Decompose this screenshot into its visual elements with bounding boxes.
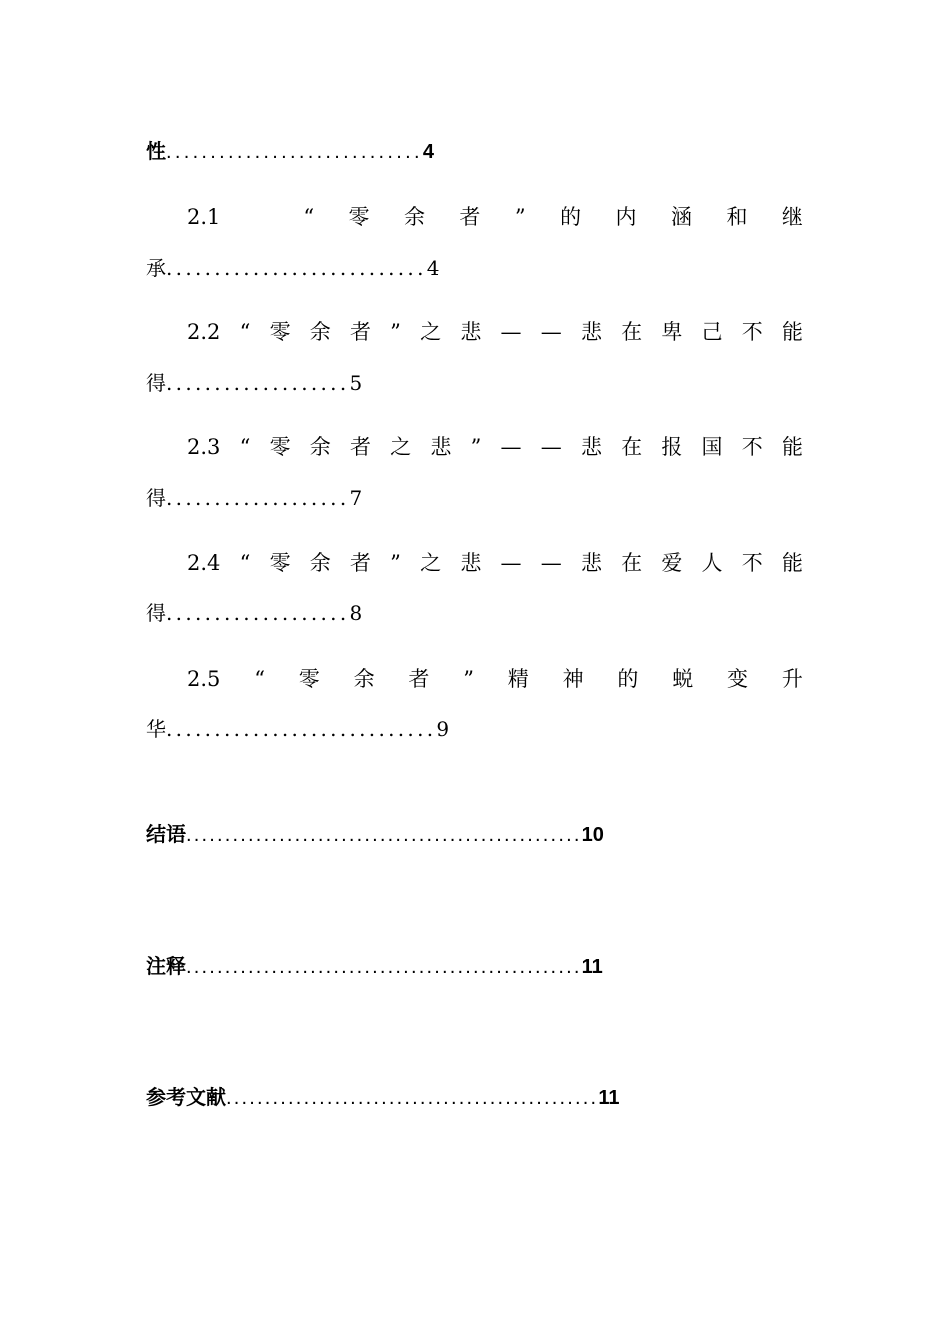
toc-char: 零 [269, 435, 291, 459]
toc-page-number: 4 [422, 141, 434, 163]
toc-line-continuation [146, 140, 434, 164]
toc-entry-2-1-tail [146, 256, 440, 280]
toc-char: “ [254, 667, 265, 691]
toc-char: 人 [701, 551, 723, 575]
toc-char: 爱 [661, 551, 683, 575]
toc-line-tail: 得 [146, 486, 166, 510]
toc-char: 在 [621, 551, 643, 575]
toc-char: 国 [701, 435, 723, 459]
toc-char: 余 [309, 435, 331, 459]
toc-page-number: 4 [426, 256, 440, 280]
toc-char: 余 [309, 320, 331, 344]
toc-char: 己 [701, 320, 723, 344]
toc-line-tail: 承 [146, 256, 166, 280]
toc-char: 之 [420, 320, 442, 344]
toc-char: — [540, 320, 562, 344]
toc-char: 悲 [580, 435, 602, 459]
toc-entry-number: 2.4 [187, 551, 221, 575]
toc-line-tail: 得 [146, 601, 166, 625]
toc-page-number: 8 [349, 601, 363, 625]
toc-char: “ [239, 320, 251, 344]
toc-leader: ................................................ [226, 1087, 599, 1109]
toc-leader: ........................... [166, 256, 427, 280]
toc-char: “ [239, 551, 251, 575]
toc-char: 变 [727, 667, 749, 691]
toc-entry-2-2 [187, 320, 803, 344]
toc-page-number: 9 [436, 717, 450, 741]
toc-char: 悲 [430, 435, 452, 459]
toc-char: 继 [781, 205, 803, 229]
toc-char: ” [463, 667, 474, 691]
toc-section-conclusion [146, 823, 604, 847]
toc-char: 不 [741, 320, 763, 344]
toc-char: 悲 [580, 551, 602, 575]
toc-line-tail: 华 [146, 717, 166, 741]
toc-char: 悲 [460, 551, 482, 575]
toc-char: 者 [408, 667, 430, 691]
toc-char: 的 [617, 667, 639, 691]
toc-char: “ [239, 435, 251, 459]
toc-char: — [500, 551, 522, 575]
toc-char: 之 [390, 435, 412, 459]
toc-page-number: 11 [581, 956, 603, 978]
toc-char: 能 [781, 320, 803, 344]
toc-char: 余 [309, 551, 331, 575]
toc-section-title: 注释 [146, 956, 186, 978]
toc-char: 不 [741, 551, 763, 575]
toc-section-title: 参考文献 [146, 1087, 226, 1109]
toc-entry-number: 2.2 [187, 320, 221, 344]
toc-char: 零 [348, 205, 370, 229]
toc-char: 悲 [580, 320, 602, 344]
toc-char: 不 [741, 435, 763, 459]
toc-leader: ............................ [166, 717, 437, 741]
toc-section-references [146, 1086, 619, 1110]
toc-entry-2-4-tail [146, 601, 362, 625]
toc-char: 神 [562, 667, 584, 691]
toc-char: ” [390, 551, 401, 575]
toc-char: 报 [661, 435, 683, 459]
toc-entry-number: 2.3 [187, 435, 221, 459]
toc-entry-number: 2.1 [187, 205, 221, 229]
toc-char: 升 [781, 667, 803, 691]
toc-page-number: 7 [349, 486, 363, 510]
toc-page-number: 10 [581, 824, 604, 846]
toc-char: 零 [269, 551, 291, 575]
toc-char: 之 [420, 551, 442, 575]
toc-char: — [500, 435, 522, 459]
toc-char: 在 [621, 320, 643, 344]
toc-char: 和 [726, 205, 748, 229]
toc-section-notes [146, 955, 603, 979]
toc-char: 卑 [661, 320, 683, 344]
toc-leader: ............................. [166, 141, 423, 163]
toc-char: 能 [781, 435, 803, 459]
toc-section-title: 结语 [146, 824, 186, 846]
toc-entry-2-1 [187, 205, 803, 229]
toc-char: 能 [781, 551, 803, 575]
toc-char: 在 [621, 435, 643, 459]
toc-char: 精 [507, 667, 529, 691]
toc-entry-2-5 [187, 667, 803, 691]
toc-char: 者 [459, 205, 481, 229]
toc-page-number: 5 [349, 371, 363, 395]
toc-char: 者 [349, 551, 371, 575]
toc-entry-2-4 [187, 551, 803, 575]
toc-char: 悲 [460, 320, 482, 344]
toc-char: 零 [298, 667, 320, 691]
toc-char: 零 [269, 320, 291, 344]
toc-char: 涵 [670, 205, 692, 229]
toc-leader: ................... [166, 486, 350, 510]
toc-char: — [540, 435, 562, 459]
toc-line-tail: 性 [146, 141, 166, 163]
toc-char: ” [390, 320, 401, 344]
toc-char: 余 [403, 205, 425, 229]
toc-char: 的 [560, 205, 582, 229]
toc-char: 余 [353, 667, 375, 691]
toc-entry-2-5-tail [146, 717, 449, 741]
toc-leader: ................................................... [186, 956, 582, 978]
toc-char: 者 [349, 320, 371, 344]
toc-entry-2-2-tail [146, 371, 362, 395]
toc-char: — [500, 320, 522, 344]
toc-entry-number: 2.5 [187, 667, 221, 691]
toc-char: ” [514, 205, 526, 229]
toc-char: 内 [615, 205, 637, 229]
toc-page-number: 11 [598, 1087, 620, 1109]
toc-char: 者 [349, 435, 371, 459]
toc-char: ” [470, 435, 482, 459]
toc-line-tail: 得 [146, 371, 166, 395]
toc-char: 蜕 [672, 667, 694, 691]
toc-entry-2-3-tail [146, 486, 362, 510]
toc-leader: ................................................... [186, 824, 582, 846]
toc-char: — [540, 551, 562, 575]
toc-entry-2-3 [187, 435, 803, 459]
toc-char: “ [303, 205, 315, 229]
toc-leader: ................... [166, 601, 350, 625]
toc-leader: ................... [166, 371, 350, 395]
